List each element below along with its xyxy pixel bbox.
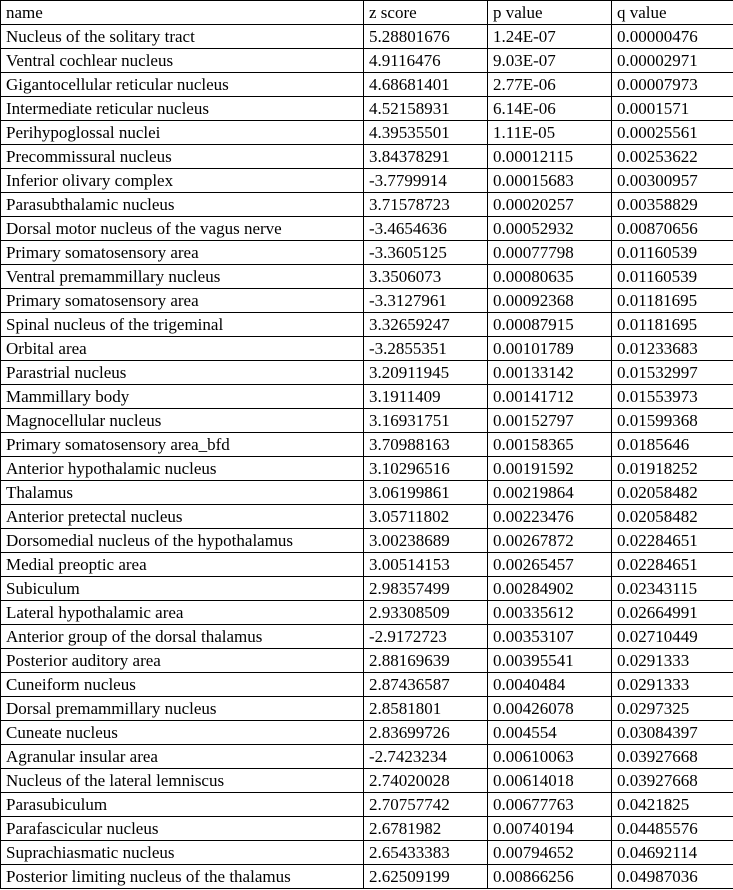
q-value-cell: 0.01160539 [612, 241, 733, 265]
table-row [1, 841, 733, 865]
table-row [1, 865, 733, 889]
table-row [1, 361, 733, 385]
table-row [1, 457, 733, 481]
p-value-cell: 0.00087915 [488, 313, 612, 337]
z-score-cell: 3.00514153 [364, 553, 488, 577]
name-cell: Spinal nucleus of the trigeminal [1, 313, 364, 337]
table-row [1, 433, 733, 457]
z-score-cell: 3.05711802 [364, 505, 488, 529]
z-score-cell: 3.00238689 [364, 529, 488, 553]
p-value-cell: 0.00267872 [488, 529, 612, 553]
table-body [1, 25, 733, 889]
z-score-cell: 3.06199861 [364, 481, 488, 505]
z-score-cell: -3.3605125 [364, 241, 488, 265]
p-value-cell: 0.00080635 [488, 265, 612, 289]
z-score-cell: 2.83699726 [364, 721, 488, 745]
z-score-cell: 3.1911409 [364, 385, 488, 409]
p-value-cell: 0.00077798 [488, 241, 612, 265]
name-cell: Primary somatosensory area_bfd [1, 433, 364, 457]
name-cell: Primary somatosensory area [1, 241, 364, 265]
name-cell: Cuneiform nucleus [1, 673, 364, 697]
table-row [1, 385, 733, 409]
name-cell: Anterior pretectal nucleus [1, 505, 364, 529]
table-row [1, 505, 733, 529]
p-value-cell: 0.00353107 [488, 625, 612, 649]
q-value-cell: 0.0421825 [612, 793, 733, 817]
header-q-value: q value [612, 1, 733, 25]
p-value-cell: 0.00101789 [488, 337, 612, 361]
p-value-cell: 0.00092368 [488, 289, 612, 313]
q-value-cell: 0.0001571 [612, 97, 733, 121]
name-cell: Gigantocellular reticular nucleus [1, 73, 364, 97]
table-row [1, 337, 733, 361]
p-value-cell: 0.00158365 [488, 433, 612, 457]
q-value-cell: 0.04692114 [612, 841, 733, 865]
q-value-cell: 0.01181695 [612, 313, 733, 337]
p-value-cell: 0.00265457 [488, 553, 612, 577]
table-row [1, 121, 733, 145]
z-score-cell: -3.2855351 [364, 337, 488, 361]
q-value-cell: 0.01181695 [612, 289, 733, 313]
table-row [1, 481, 733, 505]
z-score-cell: 2.6781982 [364, 817, 488, 841]
table-row [1, 769, 733, 793]
p-value-cell: 0.00740194 [488, 817, 612, 841]
p-value-cell: 0.00191592 [488, 457, 612, 481]
p-value-cell: 0.004554 [488, 721, 612, 745]
p-value-cell: 0.00012115 [488, 145, 612, 169]
q-value-cell: 0.01233683 [612, 337, 733, 361]
z-score-cell: 2.74020028 [364, 769, 488, 793]
name-cell: Posterior auditory area [1, 649, 364, 673]
header-name: name [1, 1, 364, 25]
z-score-cell: 3.10296516 [364, 457, 488, 481]
table-row [1, 721, 733, 745]
q-value-cell: 0.02058482 [612, 505, 733, 529]
table-row [1, 817, 733, 841]
q-value-cell: 0.03084397 [612, 721, 733, 745]
p-value-cell: 0.00426078 [488, 697, 612, 721]
p-value-cell: 0.00866256 [488, 865, 612, 889]
name-cell: Dorsal motor nucleus of the vagus nerve [1, 217, 364, 241]
q-value-cell: 0.00025561 [612, 121, 733, 145]
z-score-cell: -3.4654636 [364, 217, 488, 241]
q-value-cell: 0.00002971 [612, 49, 733, 73]
q-value-cell: 0.0291333 [612, 673, 733, 697]
q-value-cell: 0.00007973 [612, 73, 733, 97]
p-value-cell: 0.00219864 [488, 481, 612, 505]
name-cell: Orbital area [1, 337, 364, 361]
z-score-cell: 2.65433383 [364, 841, 488, 865]
name-cell: Intermediate reticular nucleus [1, 97, 364, 121]
table-row [1, 529, 733, 553]
header-z-score: z score [364, 1, 488, 25]
table-row [1, 601, 733, 625]
name-cell: Suprachiasmatic nucleus [1, 841, 364, 865]
name-cell: Primary somatosensory area [1, 289, 364, 313]
z-score-cell: 3.20911945 [364, 361, 488, 385]
table-row [1, 241, 733, 265]
table-row [1, 217, 733, 241]
name-cell: Cuneate nucleus [1, 721, 364, 745]
name-cell: Perihypoglossal nuclei [1, 121, 364, 145]
table-row [1, 265, 733, 289]
p-value-cell: 9.03E-07 [488, 49, 612, 73]
z-score-cell: 2.62509199 [364, 865, 488, 889]
q-value-cell: 0.04987036 [612, 865, 733, 889]
p-value-cell: 1.24E-07 [488, 25, 612, 49]
q-value-cell: 0.0185646 [612, 433, 733, 457]
table-row [1, 49, 733, 73]
header-row [1, 1, 733, 25]
z-score-cell: 2.88169639 [364, 649, 488, 673]
z-score-cell: 2.70757742 [364, 793, 488, 817]
table-row [1, 553, 733, 577]
z-score-cell: 2.8581801 [364, 697, 488, 721]
table-row [1, 313, 733, 337]
z-score-cell: -2.7423234 [364, 745, 488, 769]
p-value-cell: 0.00020257 [488, 193, 612, 217]
name-cell: Medial preoptic area [1, 553, 364, 577]
q-value-cell: 0.00253622 [612, 145, 733, 169]
q-value-cell: 0.0297325 [612, 697, 733, 721]
name-cell: Parafascicular nucleus [1, 817, 364, 841]
q-value-cell: 0.01553973 [612, 385, 733, 409]
table-row [1, 145, 733, 169]
p-value-cell: 1.11E-05 [488, 121, 612, 145]
table-row [1, 673, 733, 697]
name-cell: Posterior limiting nucleus of the thalamus [1, 865, 364, 889]
z-score-cell: 3.71578723 [364, 193, 488, 217]
p-value-cell: 0.00335612 [488, 601, 612, 625]
z-score-cell: -3.3127961 [364, 289, 488, 313]
p-value-cell: 0.00610063 [488, 745, 612, 769]
q-value-cell: 0.01160539 [612, 265, 733, 289]
name-cell: Mammillary body [1, 385, 364, 409]
name-cell: Dorsal premammillary nucleus [1, 697, 364, 721]
name-cell: Inferior olivary complex [1, 169, 364, 193]
p-value-cell: 6.14E-06 [488, 97, 612, 121]
p-value-cell: 0.00284902 [488, 577, 612, 601]
table-row [1, 649, 733, 673]
name-cell: Lateral hypothalamic area [1, 601, 364, 625]
p-value-cell: 0.00223476 [488, 505, 612, 529]
name-cell: Dorsomedial nucleus of the hypothalamus [1, 529, 364, 553]
z-score-cell: -3.7799914 [364, 169, 488, 193]
name-cell: Subiculum [1, 577, 364, 601]
z-score-cell: 5.28801676 [364, 25, 488, 49]
table-row [1, 697, 733, 721]
p-value-cell: 0.00677763 [488, 793, 612, 817]
q-value-cell: 0.02058482 [612, 481, 733, 505]
z-score-cell: 4.68681401 [364, 73, 488, 97]
name-cell: Ventral premammillary nucleus [1, 265, 364, 289]
header-p-value: p value [488, 1, 612, 25]
name-cell: Ventral cochlear nucleus [1, 49, 364, 73]
p-value-cell: 0.00133142 [488, 361, 612, 385]
table-row [1, 289, 733, 313]
p-value-cell: 0.00794652 [488, 841, 612, 865]
q-value-cell: 0.04485576 [612, 817, 733, 841]
name-cell: Thalamus [1, 481, 364, 505]
z-score-cell: 2.98357499 [364, 577, 488, 601]
name-cell: Agranular insular area [1, 745, 364, 769]
z-score-cell: 3.84378291 [364, 145, 488, 169]
table-row [1, 745, 733, 769]
z-score-cell: 2.93308509 [364, 601, 488, 625]
q-value-cell: 0.02664991 [612, 601, 733, 625]
q-value-cell: 0.03927668 [612, 769, 733, 793]
q-value-cell: 0.00300957 [612, 169, 733, 193]
table-row [1, 409, 733, 433]
name-cell: Precommissural nucleus [1, 145, 364, 169]
name-cell: Parastrial nucleus [1, 361, 364, 385]
q-value-cell: 0.00000476 [612, 25, 733, 49]
z-score-cell: 2.87436587 [364, 673, 488, 697]
name-cell: Parasubthalamic nucleus [1, 193, 364, 217]
z-score-cell: 3.70988163 [364, 433, 488, 457]
table-row [1, 169, 733, 193]
q-value-cell: 0.02284651 [612, 553, 733, 577]
z-score-cell: 4.39535501 [364, 121, 488, 145]
name-cell: Nucleus of the lateral lemniscus [1, 769, 364, 793]
q-value-cell: 0.00358829 [612, 193, 733, 217]
q-value-cell: 0.01918252 [612, 457, 733, 481]
q-value-cell: 0.01532997 [612, 361, 733, 385]
table-row [1, 577, 733, 601]
p-value-cell: 0.00395541 [488, 649, 612, 673]
z-score-cell: 4.9116476 [364, 49, 488, 73]
name-cell: Parasubiculum [1, 793, 364, 817]
name-cell: Nucleus of the solitary tract [1, 25, 364, 49]
name-cell: Anterior hypothalamic nucleus [1, 457, 364, 481]
name-cell: Anterior group of the dorsal thalamus [1, 625, 364, 649]
q-value-cell: 0.0291333 [612, 649, 733, 673]
z-score-cell: 3.16931751 [364, 409, 488, 433]
z-score-cell: 4.52158931 [364, 97, 488, 121]
p-value-cell: 0.0040484 [488, 673, 612, 697]
p-value-cell: 0.00015683 [488, 169, 612, 193]
z-score-cell: 3.32659247 [364, 313, 488, 337]
z-score-cell: 3.3506073 [364, 265, 488, 289]
q-value-cell: 0.02284651 [612, 529, 733, 553]
q-value-cell: 0.00870656 [612, 217, 733, 241]
q-value-cell: 0.03927668 [612, 745, 733, 769]
q-value-cell: 0.02343115 [612, 577, 733, 601]
table-row [1, 793, 733, 817]
q-value-cell: 0.01599368 [612, 409, 733, 433]
q-value-cell: 0.02710449 [612, 625, 733, 649]
table-row [1, 625, 733, 649]
p-value-cell: 0.00141712 [488, 385, 612, 409]
p-value-cell: 0.00152797 [488, 409, 612, 433]
table-row [1, 97, 733, 121]
table-row [1, 193, 733, 217]
p-value-cell: 0.00614018 [488, 769, 612, 793]
table-row [1, 25, 733, 49]
p-value-cell: 2.77E-06 [488, 73, 612, 97]
name-cell: Magnocellular nucleus [1, 409, 364, 433]
p-value-cell: 0.00052932 [488, 217, 612, 241]
table-row [1, 73, 733, 97]
z-score-cell: -2.9172723 [364, 625, 488, 649]
